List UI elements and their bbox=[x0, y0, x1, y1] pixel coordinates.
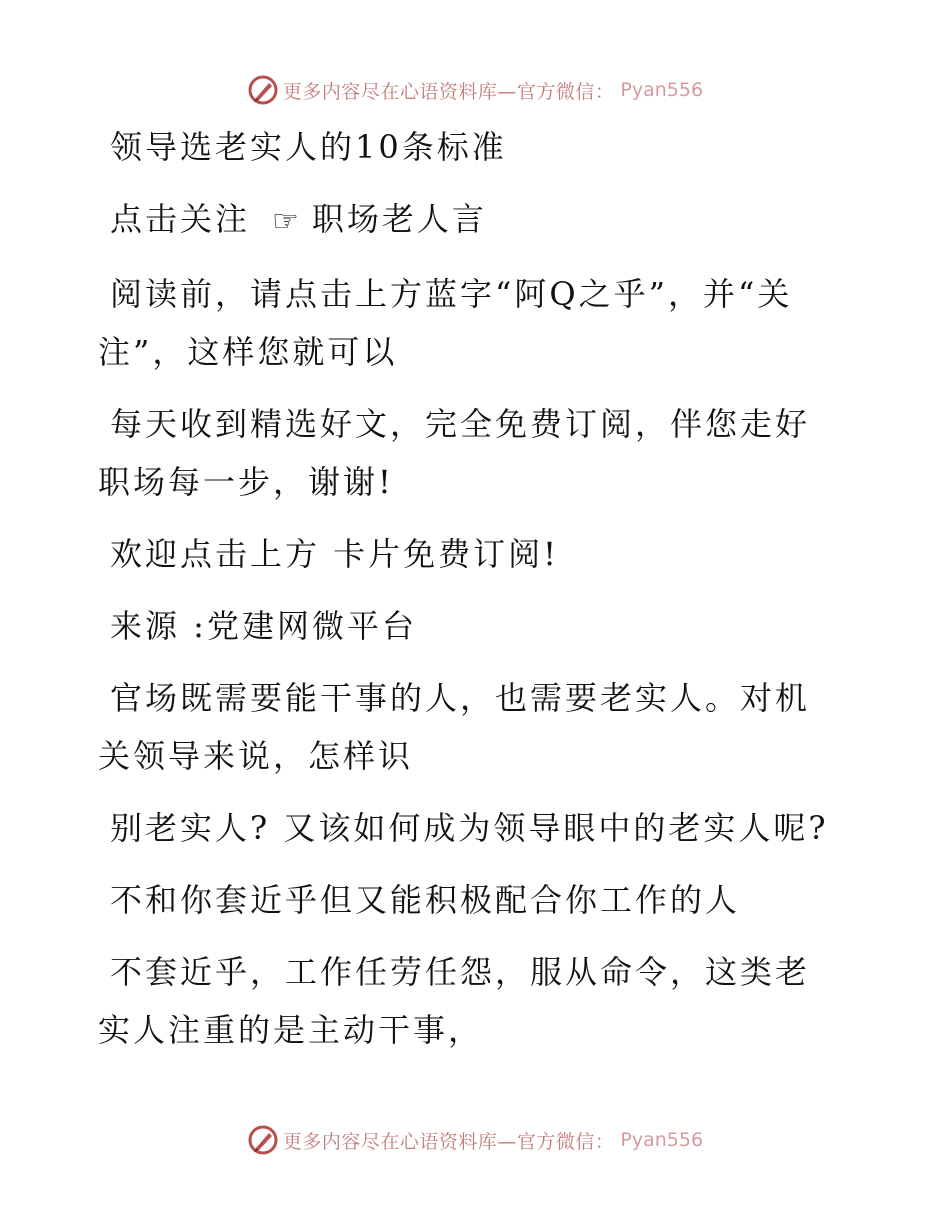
follow-account-link[interactable]: 职场老人言 bbox=[311, 200, 487, 238]
paragraph: 阅读前，请点击上方蓝字“阿Q之乎”，并“关注”，这样您就可以 bbox=[98, 275, 793, 371]
follow-line bbox=[98, 190, 838, 251]
paragraph: 每天收到精选好文，完全免费订阅，伴您走好职场每一步，谢谢! bbox=[98, 405, 811, 501]
pointing-hand-icon: ☞ bbox=[272, 204, 302, 239]
article-body bbox=[98, 118, 838, 1073]
watermark-text: 更多内容尽在心语资料库—官方微信： bbox=[282, 80, 615, 103]
paragraph: 不和你套近乎但又能积极配合你工作的人 bbox=[110, 881, 741, 919]
pen-quill-logo-icon bbox=[247, 74, 279, 106]
paragraph: 来源 :党建网微平台 bbox=[110, 607, 417, 645]
watermark-text: 更多内容尽在心语资料库—官方微信： bbox=[282, 1130, 615, 1153]
article-title: 领导选老实人的10条标准 bbox=[110, 128, 507, 166]
footer-watermark bbox=[0, 1120, 950, 1160]
paragraph: 别老实人? 又该如何成为领导眼中的老实人呢? bbox=[110, 809, 829, 847]
paragraph: 不套近乎，工作任劳任怨，服从命令，这类老实人注重的是主动干事， bbox=[98, 953, 811, 1049]
pen-quill-logo-icon bbox=[247, 1124, 279, 1156]
watermark-wechat-id: Pyan556 bbox=[620, 79, 704, 101]
paragraph: 官场既需要能干事的人，也需要老实人。对机关领导来说，怎样识 bbox=[98, 679, 811, 775]
header-watermark bbox=[0, 70, 950, 110]
follow-prefix: 点击关注 bbox=[110, 200, 251, 238]
paragraph: 欢迎点击上方 卡片免费订阅! bbox=[110, 535, 560, 573]
watermark-wechat-id: Pyan556 bbox=[620, 1129, 704, 1151]
